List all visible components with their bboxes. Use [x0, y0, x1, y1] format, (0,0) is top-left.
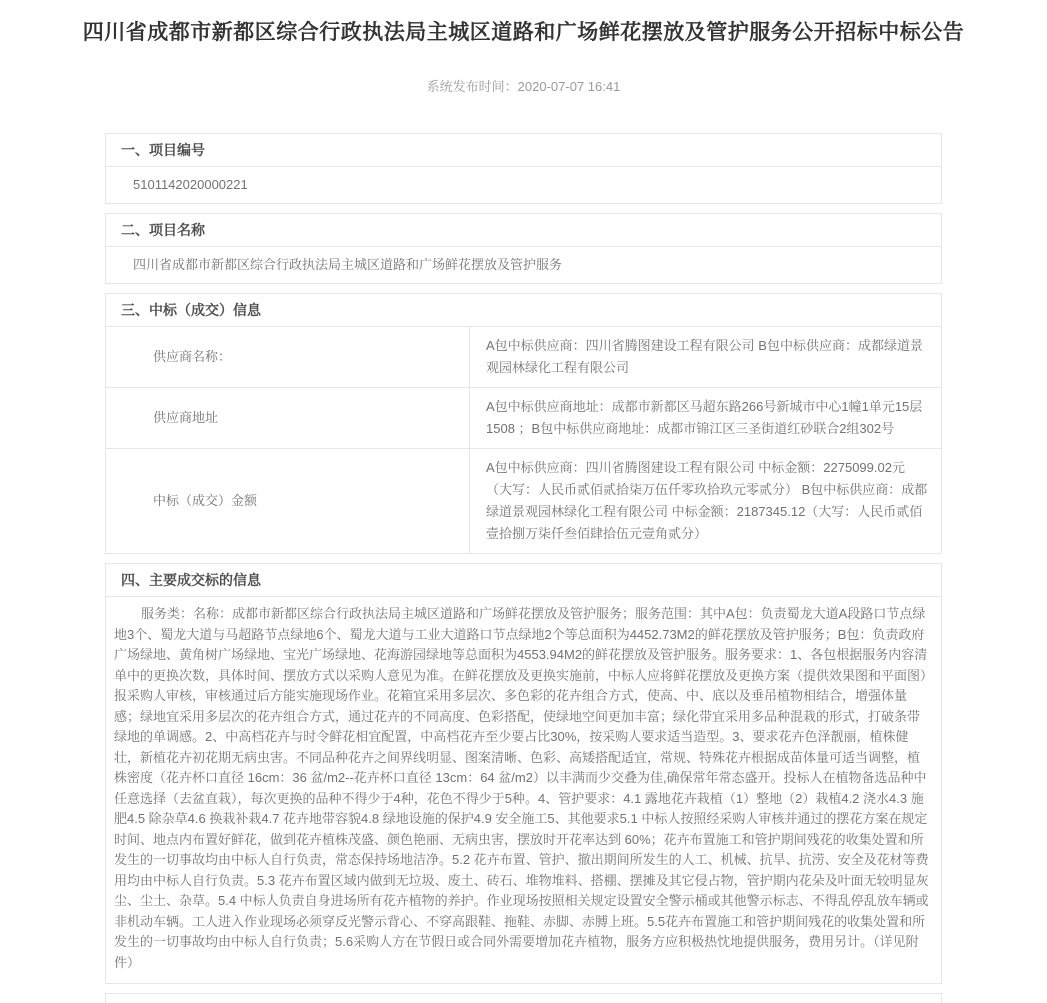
row-value: A包中标供应商：四川省腾图建设工程有限公司 中标金额：2275099.02元（大写：人民币贰佰贰拾柒万伍仟零玖拾玖元零贰分） B包中标供应商：成都绿道景观园林绿化工程有限公司 中标金额：2187345.12（大写：人民币贰佰壹拾捌万柒仟叁佰肆拾伍元壹角贰分）	[486, 460, 928, 541]
next-section-stub	[105, 993, 942, 1003]
table-row	[106, 387, 941, 448]
row-value: A包中标供应商地址：成都市新都区马超东路266号新城市中心1幢1单元15层1508 ；B包中标供应商地址：成都市锦江区三圣街道红砂联合2组302号	[486, 399, 923, 436]
section-award-info	[105, 293, 942, 554]
section-project-name	[105, 213, 942, 284]
row-label: 供应商名称：	[106, 327, 470, 387]
table-row	[106, 448, 941, 553]
section-main-subject	[105, 563, 942, 984]
main-subject-text: 服务类：名称：成都市新都区综合行政执法局主城区道路和广场鲜花摆放及管护服务；服务范围：其中A包：负责蜀龙大道A段路口节点绿地3个、蜀龙大道与马超路节点绿地6个、蜀龙大道与工业大道路口节点绿地2个等总面积为4452.73M2的鲜花摆放及管护服务；B包：负责政府广场绿地、黄角树广场绿地、宝光广场绿地、花海游园绿地等总面积为4553.94M2的鲜花摆放及管护服务。服务要求：1、各包根据服务内容清单中的更换次数，具体时间、摆放方式以采购人意见为准。在鲜花摆放及更换实施前，中标人应将鲜花摆放及更换方案（提供效果图和平面图）报采购人审核，审核通过后方能实施现场作业。花箱宜采用多层次、多色彩的花卉组合方式，使高、中、底以及垂吊植物相结合，增强体量感；绿地宜采用多层次的花卉组合方式，通过花卉的不同高度、色彩搭配，使绿地空间更加丰富；绿化带宜采用多品种混栽的形式，打破条带绿地的单调感。2、中高档花卉与时令鲜花相宜配置，中高档花卉至少要占比30%，按采购人要求适当造型。3、要求花卉色泽靓丽，植株健壮，新植花卉初花期无病虫害。不同品种花卉之间界线明显、图案清晰、色彩、高矮搭配适宜，常规、特殊花卉根据成苗体量可适当调整，植株密度（花卉杯口直径 16cm：36 盆/m2--花卉杯口直径 13cm：64 盆/m2）以丰满而少交叠为佳,确保常年常态盛开。投标人在植物备选品种中任意选择（去盆直栽），每次更换的品种不得少于4种，花色不得少于5种。4、管护要求：4.1 露地花卉栽植（1）整地（2）栽植4.2 浇水4.3 施肥4.5 除杂草4.6 换栽补栽4.7 花卉地带容貌4.8 绿地设施的保护4.9 安全施工5、其他要求5.1 中标人按照经采购人审核并通过的摆花方案在规定时间、地点内布置好鲜花，做到花卉植株茂盛、颜色艳丽、无病虫害，摆放时开花率达到 60%；花卉布置施工和管护期间残花的收集处置和所发生的一切事故均由中标人自行负责，常态保持场地洁净。5.2 花卉布置、管护、撤出期间所发生的人工、机械、抗旱、抗涝、安全及花材等费用均由中标人自行负责。5.3 花卉布置区域内做到无垃圾、废土、砖石、堆物堆料、搭棚、摆摊及其它侵占物，管护期内花朵及叶面无较明显灰尘、尘土、杂草。5.4 中标人负责自身进场所有花卉植物的养护。作业现场按照相关规定设置安全警示桶或其他警示标志、不得乱停乱放车辆或非机动车辆。工人进入作业现场必须穿反光警示背心、不穿高跟鞋、拖鞋、赤脚、赤膊上班。5.5花卉布置施工和管护期间残花的收集处置和所发生的一切事故均由中标人自行负责；5.6采购人方在节假日或合同外需要增加花卉植物，服务方应积极热忱地提供服务，费用另计。（详见附件）	[114, 606, 929, 970]
supplier-info-table	[106, 327, 941, 553]
section-heading: 一、项目编号	[106, 134, 941, 167]
project-name-value: 四川省成都市新都区综合行政执法局主城区道路和广场鲜花摆放及管护服务	[133, 257, 563, 272]
project-number-value: 5101142020000221	[133, 177, 248, 192]
row-value: A包中标供应商：四川省腾图建设工程有限公司 B包中标供应商：成都绿道景观园林绿化工程有限公司	[486, 338, 923, 375]
publish-time: 系统发布时间：2020-07-07 16:41	[426, 79, 621, 94]
row-label: 供应商地址	[106, 388, 470, 448]
announcement-body	[105, 133, 942, 1003]
row-label: 中标（成交）金额	[106, 449, 470, 553]
section-heading: 三、中标（成交）信息	[106, 294, 941, 327]
section-heading: 四、主要成交标的信息	[106, 564, 941, 597]
section-heading: 二、项目名称	[106, 214, 941, 247]
page-title: 四川省成都市新都区综合行政执法局主城区道路和广场鲜花摆放及管护服务公开招标中标公告	[82, 21, 965, 44]
section-project-number	[105, 133, 942, 204]
table-row	[106, 327, 941, 387]
